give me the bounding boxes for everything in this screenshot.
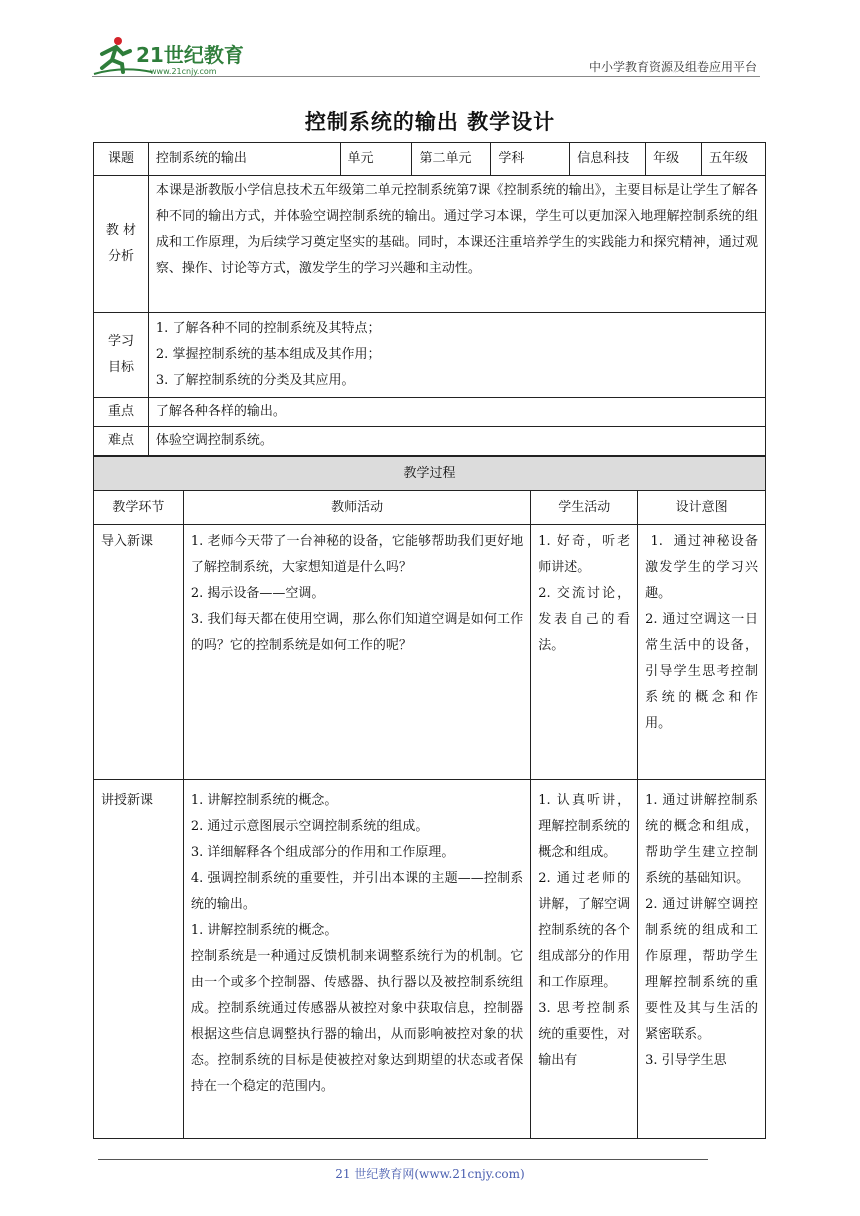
teacher-activity-cell: 1. 老师今天带了一台神秘的设备，它能够帮助我们更好地了解控制系统，大家想知道是什么吗？ 2. 揭示设备——空调。 3. 我们每天都在使用空调，那么你们知道空调是如何工作的吗？它的控制系统是如何工作的呢？	[183, 525, 530, 780]
footer-divider	[98, 1159, 708, 1160]
student-activity-cell: 1. 好奇，听老师讲述。 2. 交流讨论，发表自己的看法。	[531, 525, 638, 780]
design-intent-cell: 1. 通过讲解控制系统的概念和组成，帮助学生建立控制系统的基础知识。 2. 通过讲解空调控制系统的组成和工作原理，帮助学生理解控制系统的重要性及其与生活的紧密联系。 3. 引导学生思	[638, 780, 766, 1139]
grade-value: 五年级	[702, 143, 766, 176]
stage-cell: 导入新课	[94, 525, 184, 780]
goal-item: 3. 了解控制系统的分类及其应用。	[155, 373, 355, 388]
unit-label: 单元	[340, 143, 412, 176]
teaching-process-table	[93, 456, 766, 1139]
analysis-text: 本课是浙教版小学信息技术五年级第二单元控制系统第7课《控制系统的输出》，主要目标是让学生了解各种不同的输出方式，并体验空调控制系统的输出。通过学习本课，学生可以更加深入地理解控制系统的组成和工作原理，为后续学习奠定坚实的基础。同时，本课还注重培养学生的实践能力和探究精神，通过观察、操作、讨论等方式，激发学生的学习兴趣和主动性。	[148, 176, 765, 313]
site-logo[interactable]	[92, 34, 262, 78]
student-activity-cell: 1. 认真听讲，理解控制系统的概念和组成。 2. 通过老师的讲解，了解空调控制系统的各个组成部分的作用和工作原理。 3. 思考控制系统的重要性，对输出有	[531, 780, 638, 1139]
column-header-teacher: 教师活动	[183, 491, 530, 525]
goal-item: 1. 了解各种不同的控制系统及其特点；	[155, 321, 381, 336]
table-row	[94, 525, 766, 780]
column-header-stage: 教学环节	[94, 491, 184, 525]
goals-label: 学习 目标	[94, 313, 149, 398]
analysis-label: 教 材 分析	[94, 176, 149, 313]
stage-cell: 讲授新课	[94, 780, 184, 1139]
grade-label: 年级	[646, 143, 702, 176]
unit-value: 第二单元	[412, 143, 491, 176]
process-title: 教学过程	[94, 457, 766, 491]
goal-item: 2. 掌握控制系统的基本组成及其作用；	[155, 347, 381, 362]
runner-logo-icon	[92, 34, 262, 78]
difficulty-label: 难点	[94, 427, 149, 456]
svg-text:21世纪教育: 21世纪教育	[136, 43, 244, 67]
column-header-student: 学生活动	[531, 491, 638, 525]
teacher-activity-cell: 1. 讲解控制系统的概念。 2. 通过示意图展示空调控制系统的组成。 3. 详细解释各个组成部分的作用和工作原理。 4. 强调控制系统的重要性，并引出本课的主题——控制系统的输出。 1. 讲解控制系统的概念。 控制系统是一种通过反馈机制来调整系统行为的机制。它由一个或多个控制器、传感器、执行器以及被控制系统组成。控制系统通过传感器从被控对象中获取信息，控制器根据这些信息调整执行器的输出，从而影响被控对象的状态。控制系统的目标是使被控对象达到期望的状态或者保持在一个稳定的范围内。	[183, 780, 530, 1139]
document-title: 控制系统的输出 教学设计	[304, 109, 556, 134]
page-header	[0, 0, 860, 84]
goals-list	[148, 313, 765, 398]
footer-link[interactable]: 21 世纪教育网(www.21cnjy.com)	[335, 1167, 525, 1181]
course-value: 控制系统的输出	[148, 143, 340, 176]
course-label: 课题	[94, 143, 149, 176]
design-intent-cell: 1. 通过神秘设备激发学生的学习兴趣。 2. 通过空调这一日常生活中的设备，引导学生思考控制系统的概念和作用。	[638, 525, 766, 780]
difficulty-text: 体验空调控制系统。	[148, 427, 765, 456]
key-label: 重点	[94, 398, 149, 427]
subject-label: 学科	[491, 143, 570, 176]
key-text: 了解各种各样的输出。	[148, 398, 765, 427]
platform-name: 中小学教育资源及组卷应用平台	[588, 60, 757, 74]
header-divider	[92, 76, 760, 77]
lesson-info-table	[93, 142, 766, 456]
table-row	[94, 780, 766, 1139]
column-header-intent: 设计意图	[638, 491, 766, 525]
subject-value: 信息科技	[570, 143, 646, 176]
svg-text:www.21cnjy.com: www.21cnjy.com	[150, 67, 217, 76]
